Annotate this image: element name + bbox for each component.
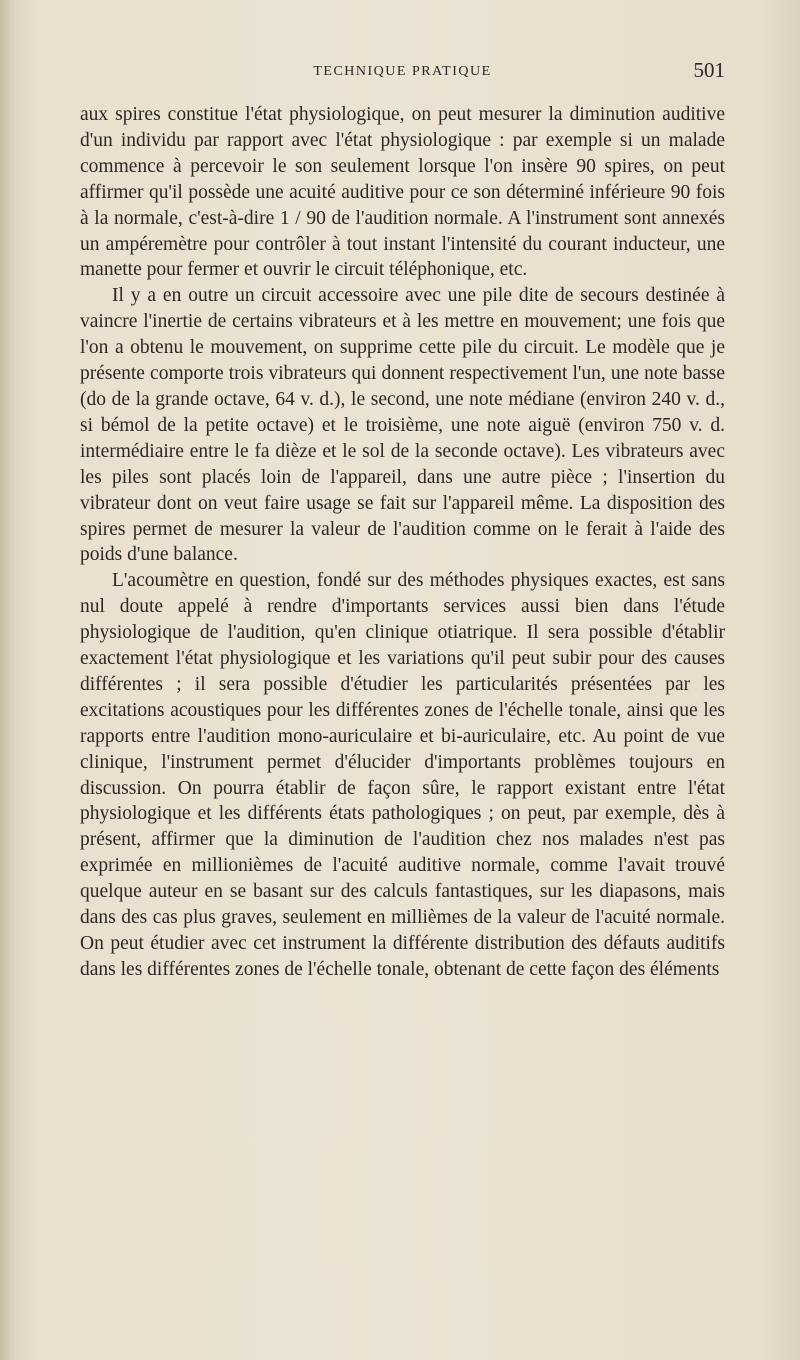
paragraph-1: aux spires constitue l'état physiologique, on peut mesurer la diminution auditive d'un individu par rapport avec l'état physiologique : par exemple si un malade commence à percevoir le son seulement lorsque l'on insère 90 spires, on peut affirmer qu'il possède une acuité auditive pour ce son déterminé inférieure 90 fois à la normale, c'est-à-dire 1 / 90 de l'audition normale. A l'instrument sont annexés un ampéremètre pour contrôler à tout instant l'intensité du courant inducteur, une manette pour fermer et ouvrir le circuit téléphonique, etc. bbox=[80, 104, 725, 281]
running-head: TECHNIQUE PRATIQUE bbox=[313, 64, 492, 79]
paragraph-2: Il y a en outre un circuit accessoire avec une pile dite de secours destinée à vaincre l'inertie de certains vibrateurs et à les mettre en mouvement; une fois que l'on a obtenu le mouvement, on supprime cette pile du circuit. Le modèle que je présente comporte trois vibrateurs qui donnent respectivement l'un, une note basse (do de la grande octave, 64 v. d.), le second, une note médiane (environ 240 v. d., si bémol de la petite octave) et le troisième, une note aiguë (environ 750 v. d. intermédiaire entre le fa dièze et le sol de la seconde octave). Les vibrateurs avec les piles sont placés loin de l'appareil, dans une autre pièce ; l'insertion du vibrateur dont on veut faire usage se fait sur l'appareil même. La disposition des spires permet de mesurer la valeur de l'audition comme on le ferait à l'aide des poids d'une balance. bbox=[80, 285, 725, 566]
page-number: 501 bbox=[693, 58, 725, 82]
page-header bbox=[80, 58, 725, 88]
page-binding-edge bbox=[0, 0, 14, 1360]
paragraph-3: L'acoumètre en question, fondé sur des méthodes physiques exactes, est sans nul doute appelé à rendre d'importants services aussi bien dans l'étude physiologique de l'audition, qu'en clinique otiatrique. Il sera possible d'établir exactement l'état physiologique et les variations qu'il peut subir pour des causes différentes ; il sera possible d'étudier les particularités présentées par les excitations acoustiques pour les différentes zones de l'échelle tonale, ainsi que les rapports entre l'audition mono-auriculaire et bi-auriculaire, etc. Au point de vue clinique, l'instrument permet d'élucider d'importants problèmes toujours en discussion. On pourra établir de façon sûre, le rapport existant entre l'état physiologique et les différents états pathologiques ; on peut, par exemple, dès à présent, affirmer que la diminution de l'audition chez nos malades n'est pas exprimée en millionièmes de l'acuité auditive normale, comme l'avait trouvé quelque auteur en se basant sur des calculs fantastiques, sur les diapasons, mais dans des cas plus graves, seulement en millièmes de la valeur de l'acuité normale. On peut étudier avec cet instrument la différente distribution des défauts auditifs dans les différentes zones de l'échelle tonale, obtenant de cette façon des éléments bbox=[80, 570, 725, 980]
body-text bbox=[80, 102, 725, 983]
